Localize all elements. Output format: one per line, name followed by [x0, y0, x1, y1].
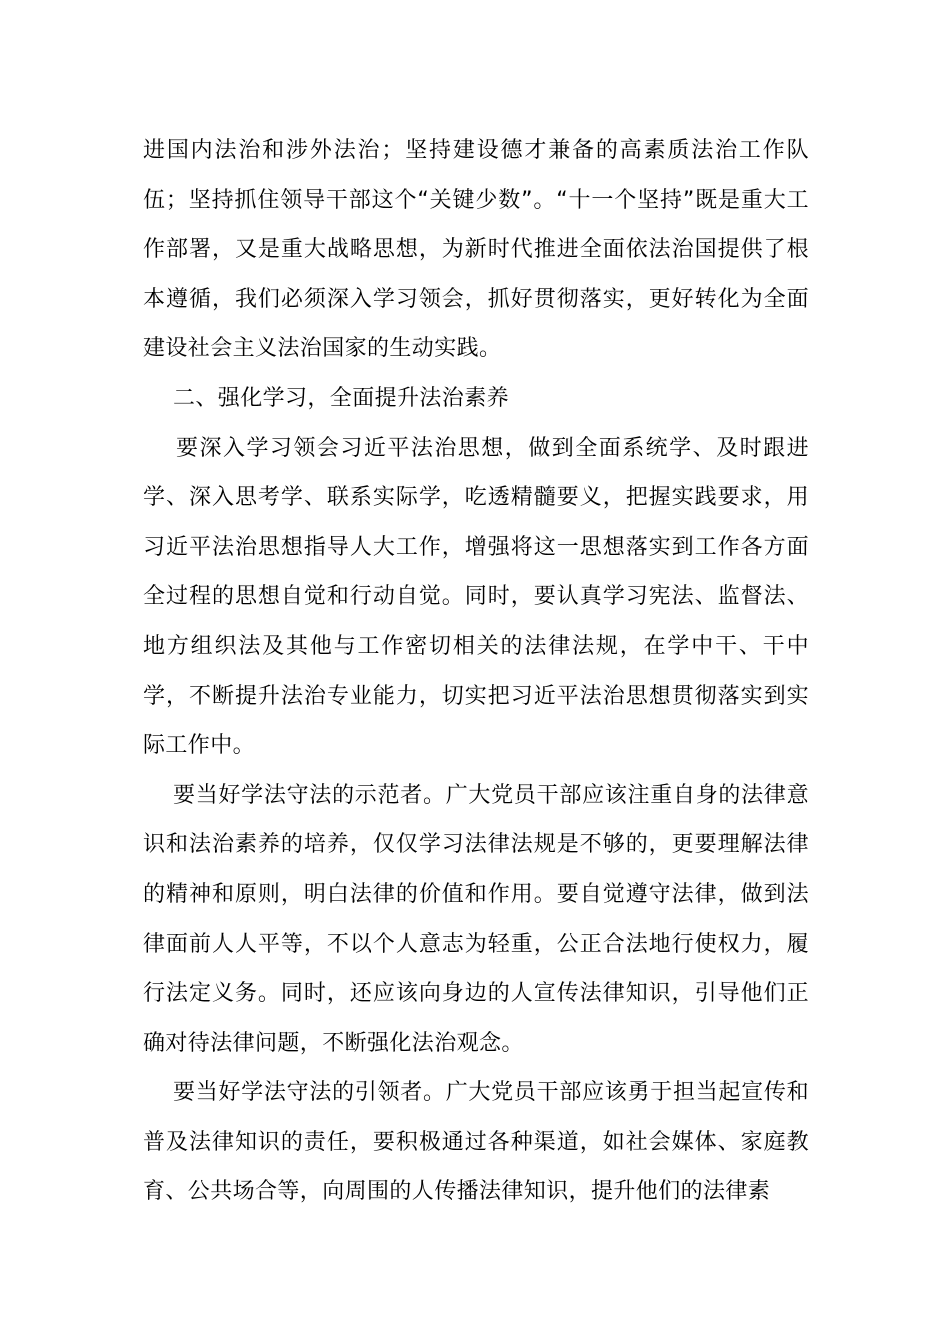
paragraph-study: 要深入学习领会习近平法治思想，做到全面系统学、及时跟进学、深入思考学、联系实际学，吃透精髓要义，把握实践要求，用习近平法治思想指导人大工作，增强将这一思想落实到工作各方面全过程的思想自觉和行动自觉。同时，要认真学习宪法、监督法、地方组织法及其他与工作密切相关的法律法规，在学中干、干中学，不断提升法治专业能力，切实把习近平法治思想贯彻落实到实际工作中。 — [143, 435, 809, 759]
paragraph-continuation: 进国内法治和涉外法治；坚持建设德才兼备的高素质法治工作队伍；坚持抓住领导干部这个“关键少数”。“十一个坚持”既是重大工作部署，又是重大战略思想，为新时代推进全面依法治国提供了根本遵循，我们必须深入学习领会，抓好贯彻落实，更好转化为全面建设社会主义法治国家的生动实践。 — [143, 138, 809, 362]
paragraph-leader: 要当好学法守法的引领者。广大党员干部应该勇于担当起宣传和普及法律知识的责任，要积极通过各种渠道，如社会媒体、家庭教育、公共场合等，向周围的人传播法律知识，提升他们的法律素 — [143, 1080, 809, 1205]
section-heading: 二、强化学习，全面提升法治素养 — [173, 385, 510, 411]
document-body — [143, 126, 809, 1217]
paragraph-exemplar: 要当好学法守法的示范者。广大党员干部应该注重自身的法律意识和法治素养的培养，仅仅学习法律法规是不够的，更要理解法律的精神和原则，明白法律的价值和作用。要自觉遵守法律，做到法律面前人人平等，不以个人意志为轻重，公正合法地行使权力，履行法定义务。同时，还应该向身边的人宣传法律知识，引导他们正确对待法律问题，不断强化法治观念。 — [143, 782, 809, 1056]
